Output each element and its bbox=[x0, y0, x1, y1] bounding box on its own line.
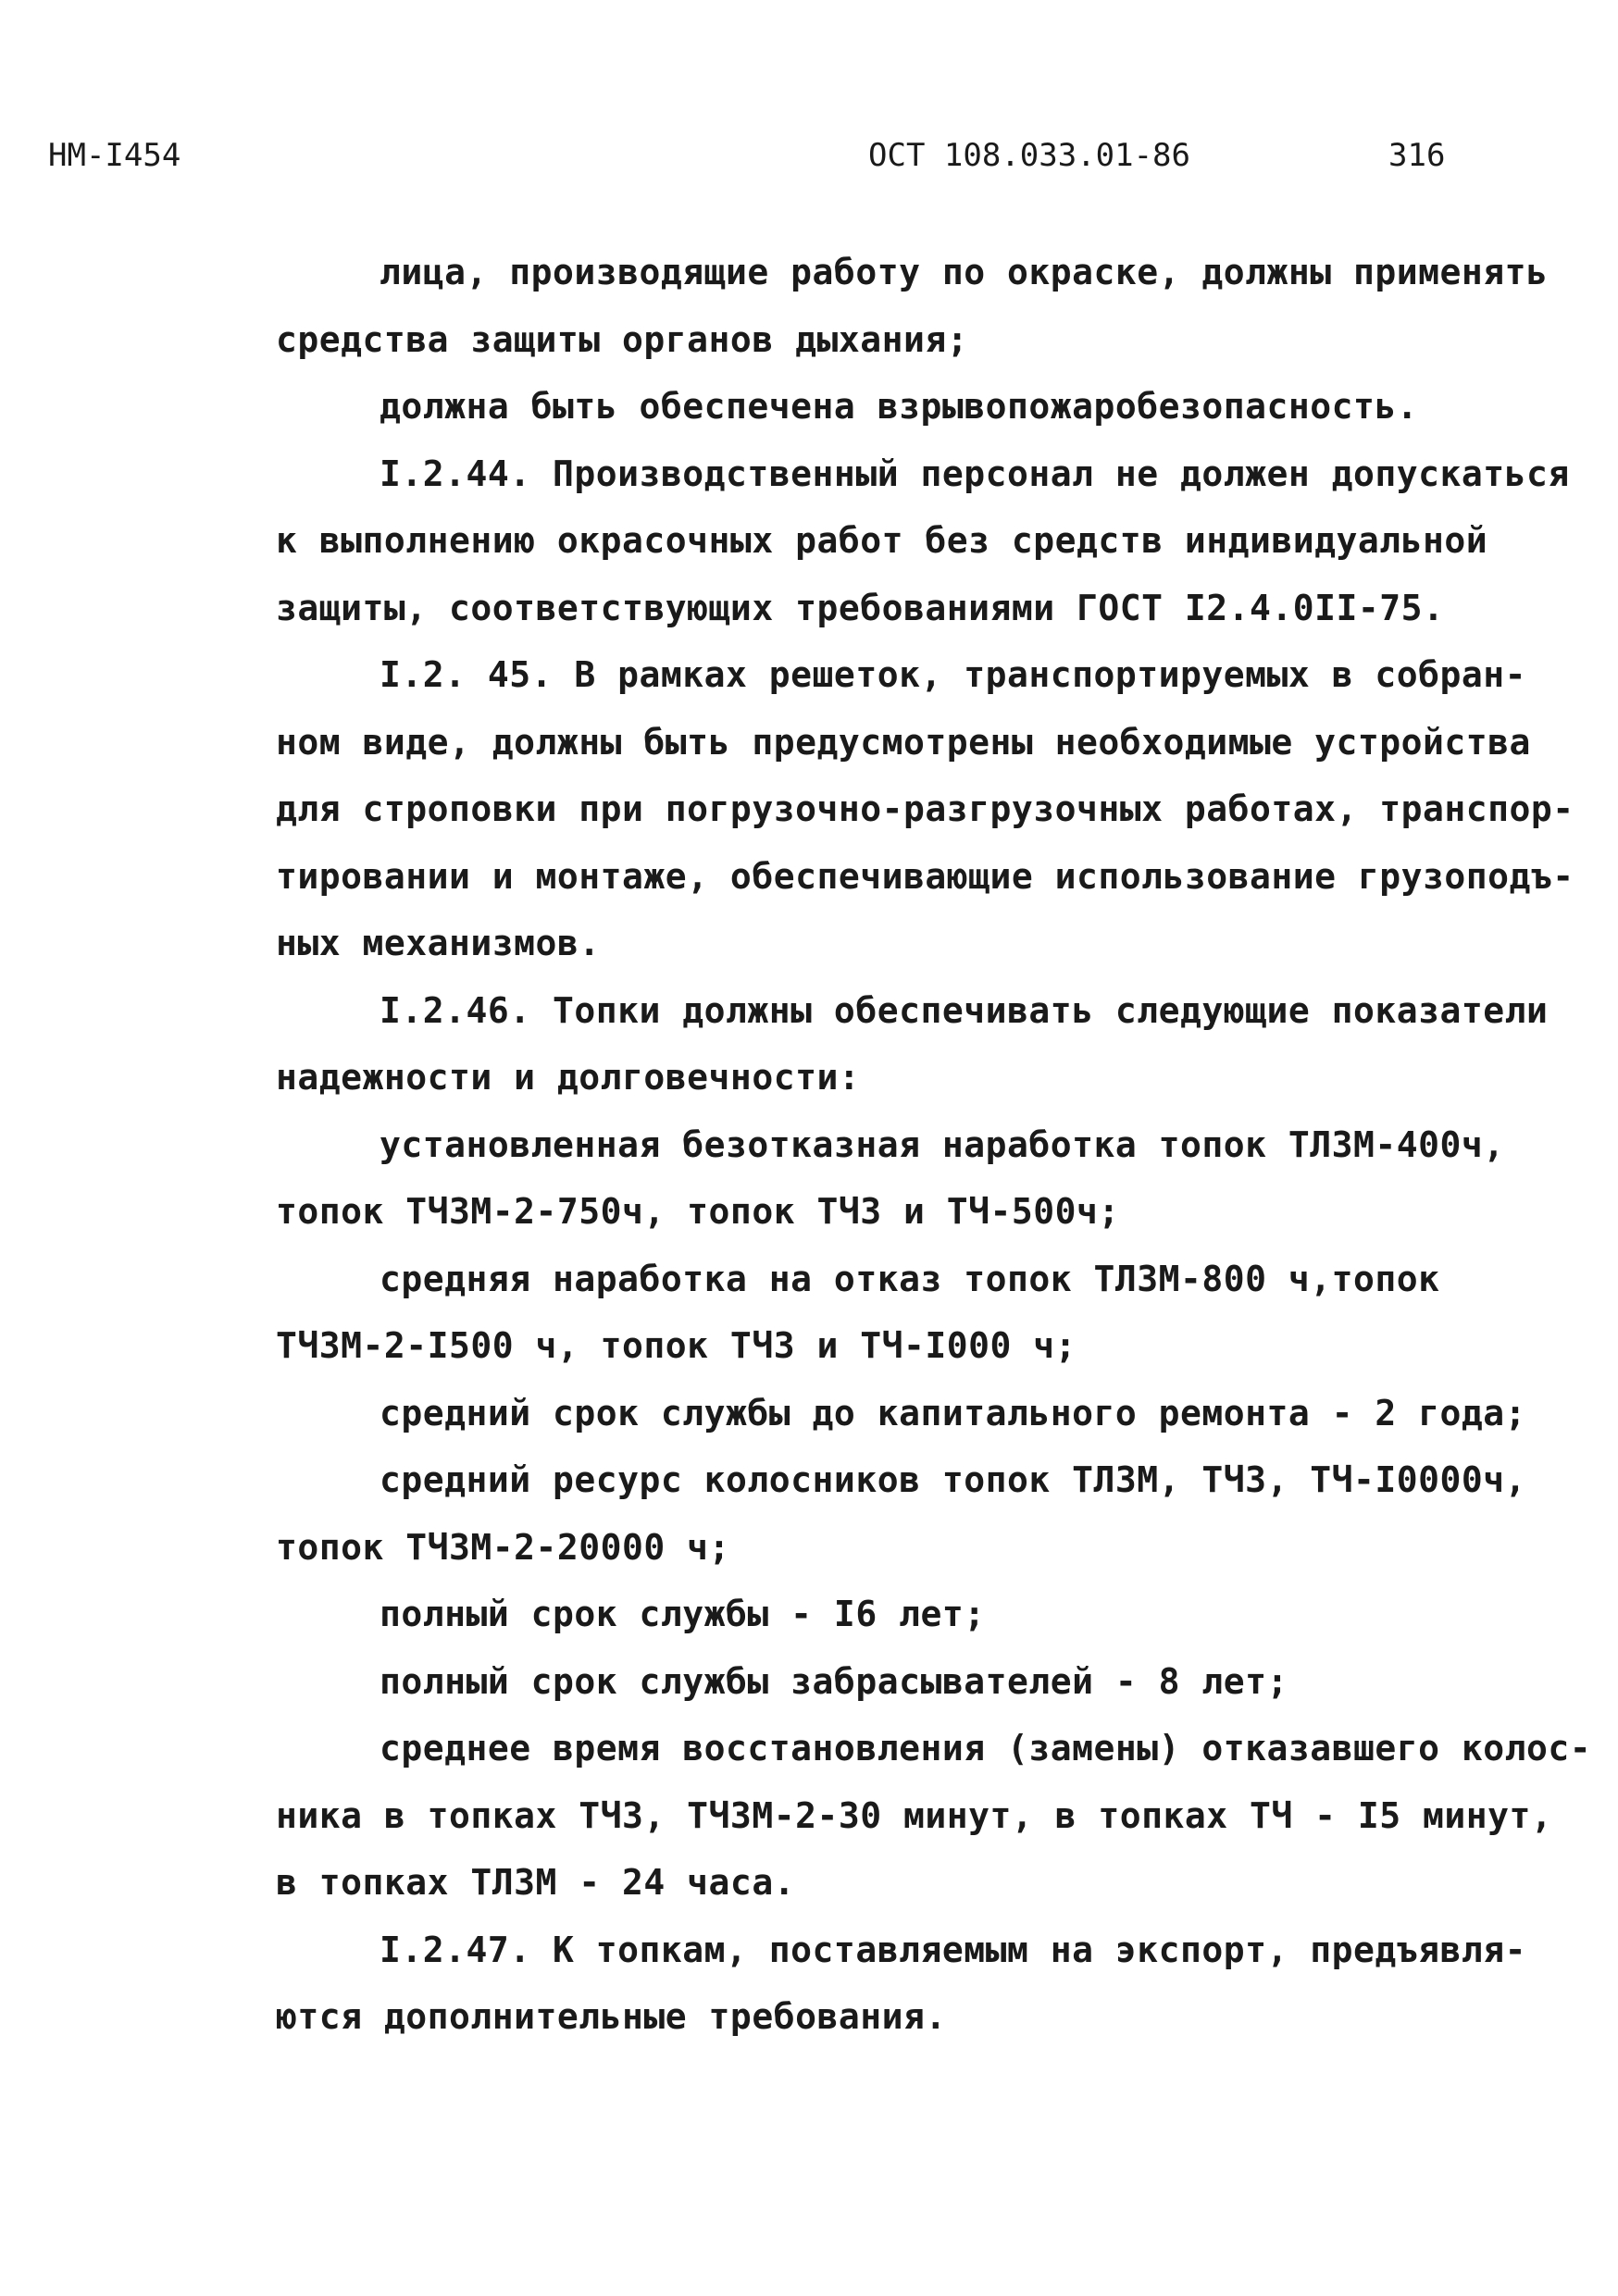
clause-1-2-44: I.2.44. Производственный персонал не должен допускаться bbox=[380, 453, 1570, 494]
text-line: ном виде, должны быть предусмотрены необходимые устройства bbox=[276, 721, 1531, 763]
text-line: средний ресурс колосников топок ТЛЗМ, ТЧЗ, ТЧ-I0000ч, bbox=[380, 1459, 1527, 1500]
text-line: к выполнению окрасочных работ без средств индивидуальной bbox=[276, 520, 1488, 561]
standard-number: ОСТ 108.033.01-86 bbox=[868, 137, 1190, 174]
text-line: должна быть обеспечена взрывопожаробезопасность. bbox=[380, 386, 1419, 427]
document-code: НМ-I454 bbox=[48, 137, 181, 174]
text-line: установленная безотказная наработка топок ТЛЗМ-400ч, bbox=[380, 1123, 1505, 1165]
text-line: ника в топках ТЧЗ, ТЧЗМ-2-30 минут, в топках ТЧ - I5 минут, bbox=[276, 1794, 1553, 1836]
text-line: полный срок службы - I6 лет; bbox=[380, 1594, 986, 1634]
text-line: средний срок службы до капитального ремонта - 2 года; bbox=[380, 1392, 1527, 1433]
page-header bbox=[0, 137, 1618, 192]
text-line: средства защиты органов дыхания; bbox=[276, 318, 969, 360]
text-line: среднее время восстановления (замены) отказавшего колос- bbox=[380, 1728, 1592, 1769]
text-line: в топках ТЛЗМ - 24 часа. bbox=[276, 1862, 796, 1903]
text-line: полный срок службы забрасывателей - 8 лет; bbox=[380, 1660, 1288, 1702]
text-line: надежности и долговечности: bbox=[276, 1057, 861, 1098]
text-line: лица, производящие работу по окраске, должны применять bbox=[380, 252, 1549, 292]
text-line: тировании и монтаже, обеспечивающие использование грузоподъ- bbox=[276, 855, 1574, 897]
text-line: защиты, соответствующих требованиями ГОСТ I2.4.0II-75. bbox=[276, 587, 1445, 628]
document-body bbox=[276, 239, 1592, 2051]
text-line: ТЧЗМ-2-I500 ч, топок ТЧЗ и ТЧ-I000 ч; bbox=[276, 1325, 1077, 1366]
clause-1-2-47: I.2.47. К топкам, поставляемым на экспорт, предъявля- bbox=[380, 1929, 1527, 1970]
text-line: топок ТЧЗМ-2-750ч, топок ТЧЗ и ТЧ-500ч; bbox=[276, 1191, 1120, 1232]
clause-1-2-45: I.2. 45. В рамках решеток, транспортируемых в собран- bbox=[380, 654, 1527, 695]
text-line: ются дополнительные требования. bbox=[276, 1996, 947, 2037]
text-line: топок ТЧЗМ-2-20000 ч; bbox=[276, 1526, 730, 1568]
text-line: средняя наработка на отказ топок ТЛЗМ-800 ч,топок bbox=[380, 1258, 1440, 1299]
text-line: ных механизмов. bbox=[276, 923, 601, 963]
page-number: 316 bbox=[1388, 137, 1446, 174]
text-line: для строповки при погрузочно-разгрузочных работах, транспор- bbox=[276, 788, 1574, 829]
clause-1-2-46: I.2.46. Топки должны обеспечивать следующие показатели bbox=[380, 989, 1549, 1031]
